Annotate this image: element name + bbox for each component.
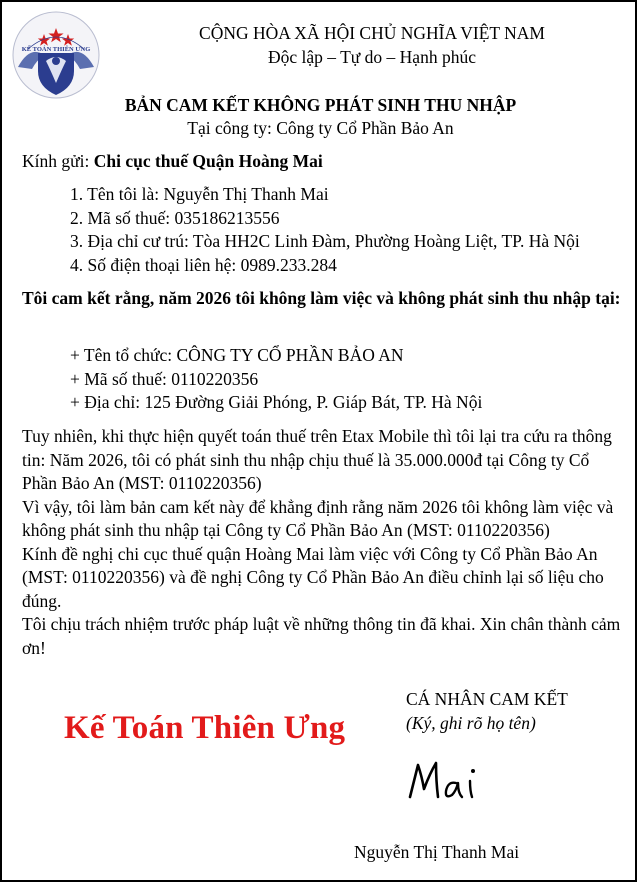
personal-info-address: 3. Địa chỉ cư trú: Tòa HH2C Linh Đàm, Phường Hoàng Liệt, TP. Hà Nội xyxy=(70,231,580,251)
logo-text: KẾ TOÁN THIÊN ƯNG xyxy=(21,46,91,53)
handwritten-signature xyxy=(400,747,510,809)
organization-name: + Tên tổ chức: CÔNG TY CỔ PHẦN BẢO AN xyxy=(70,345,404,365)
body-paragraph: Vì vậy, tôi làm bản cam kết này để khẳng định rằng năm 2026 tôi không làm việc và không phát sinh thu nhập tại Công ty Cổ Phần Bảo An (MST: 0110220356) xyxy=(22,496,614,540)
organization-address: + Địa chỉ: 125 Đường Giải Phóng, P. Giáp Bát, TP. Hà Nội xyxy=(70,392,483,412)
body-paragraph: Tôi chịu trách nhiệm trước pháp luật về những thông tin đã khai. Xin chân thành cảm ơn! xyxy=(22,614,621,658)
personal-info-name: 1. Tên tôi là: Nguyễn Thị Thanh Mai xyxy=(70,184,329,204)
company-line: Tại công ty: Công ty Cổ Phần Bảo An xyxy=(187,118,454,138)
recipient-name: Chi cục thuế Quận Hoàng Mai xyxy=(93,151,323,171)
recipient-line xyxy=(22,150,323,174)
signature-note: (Ký, ghi rõ họ tên) xyxy=(406,713,536,733)
personal-info-tax-code: 2. Mã số thuế: 035186213556 xyxy=(70,207,280,228)
signer-name: Nguyễn Thị Thanh Mai xyxy=(354,842,520,862)
personal-info-phone: 4. Số điện thoại liên hệ: 0989.233.284 xyxy=(70,254,337,275)
national-motto: Độc lập – Tự do – Hạnh phúc xyxy=(268,47,476,67)
national-title: CỘNG HÒA XÃ HỘI CHỦ NGHĨA VIỆT NAM xyxy=(199,23,545,43)
signature-title: CÁ NHÂN CAM KẾT xyxy=(406,689,568,709)
watermark-text: Kế Toán Thiên Ưng xyxy=(64,710,346,746)
recipient-label: Kính gửi: xyxy=(22,151,94,171)
organization-tax-code: + Mã số thuế: 0110220356 xyxy=(70,368,259,389)
body-text xyxy=(22,425,622,660)
body-paragraph: Kính đề nghị chi cục thuế quận Hoàng Mai làm việc với Công ty Cổ Phần Bảo An (MST: 0110220356) và đề nghị Công ty Cổ Phần Bảo An điều chỉnh lại số liệu cho đúng. xyxy=(22,543,604,611)
commitment-statement: Tôi cam kết rằng, năm 2026 tôi không làm việc và không phát sinh thu nhập tại: xyxy=(22,288,621,308)
personal-info-list xyxy=(70,183,580,277)
document-title: BẢN CAM KẾT KHÔNG PHÁT SINH THU NHẬP xyxy=(124,95,517,115)
body-paragraph: Tuy nhiên, khi thực hiện quyết toán thuế trên Etax Mobile thì tôi lại tra cứu ra thông tin: Năm 2026, tôi có phát sinh thu nhập chịu thuế là 35.000.000đ tại Công ty Cổ Phần Bảo An (MST: 0110220356) xyxy=(22,426,612,493)
organization-list xyxy=(70,344,482,415)
company-logo xyxy=(10,9,102,101)
